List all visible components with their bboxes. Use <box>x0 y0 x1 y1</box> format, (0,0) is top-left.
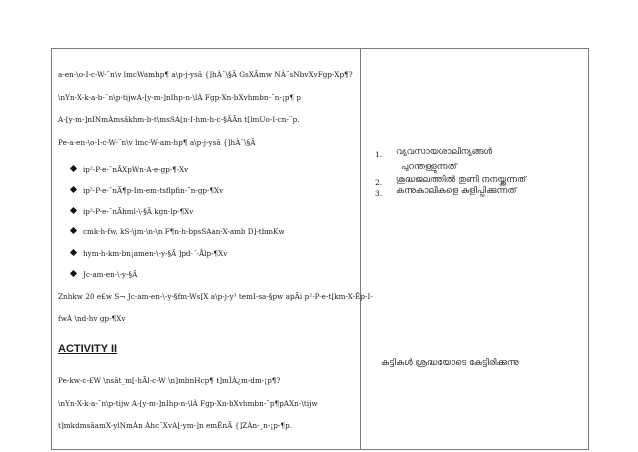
bullet-item <box>71 186 223 195</box>
text-line: \nYn-X-k-a-b-¯n\p-tijwA-[y-m-]nIhp-n-\lÀ Fgp-Xn-bXvhmbn-¨n-¡p¶ p <box>58 93 302 102</box>
text-line: fwÀ \nd-hv gp-¶Xv <box>58 314 126 323</box>
text-line: Znhkw 20 e£w S¬ Jc-am-en-\-y-§fm-Ws[X a\p-j-y³ temI-sa-§pw apÃi p²-P-e-t[km-X-Êp-I- <box>58 292 373 301</box>
bullet-item <box>71 270 137 279</box>
left-column-cell <box>52 49 373 450</box>
text-line: A-[y-m-]nINmÀmsâkhm-b-t\msSA[n-I-hm-h-c-§ÄÃn t[lmUo-I-cn-¨p. <box>58 115 300 124</box>
text-line: Pe-a-en-\o-I-c-W-¨n\v lmc-W-am-hp¶ a\p-j-ysâ {]hÀ¯\§Ä <box>58 138 256 147</box>
diamond-bullet-icon <box>70 207 77 214</box>
bullet-text: cmk-h-fw, kS-\jm-\n-\n F¶n-h-bpsSAan-X-amb D]-tbmKw <box>83 227 285 236</box>
diamond-bullet-icon <box>70 249 77 256</box>
item-number: 1. <box>375 150 383 159</box>
bullet-item <box>71 227 285 236</box>
bullet-text: Jc-am-en-\-y-§Ä <box>83 270 138 279</box>
worksheet-table <box>51 48 589 450</box>
diamond-bullet-icon <box>70 270 77 277</box>
bullet-text: ip²-P-e-¯nÃ¶p-Im-em-tsflpfin-¨n-gp-¶Xv <box>83 186 224 195</box>
malayalam-item: വ്യവസായശാലിന്യങ്ങൾ <box>396 147 493 157</box>
malayalam-item: കന്നുകാലികളെ കുളിപ്പിക്കുന്നത് <box>396 186 517 196</box>
bullet-item <box>71 165 188 174</box>
bullet-text: ip²-P-e-¯nÃXpWn-A-e-gp-¶-Xv <box>83 165 189 174</box>
bullet-text: hym-h-km-bn¡amen-\-y-§Ä ]pd-´-Ålp-¶Xv <box>83 249 228 258</box>
diamond-bullet-icon <box>70 227 77 234</box>
malayalam-item: ശുദ്ധജലത്തിൽ തുണി നനയ്ക്കുന്നത് <box>396 175 527 185</box>
activity-line: t]mkdmsâamX-ylNmÀn Àhc¨XvA[-ym-]n emÊnÃ {]ZÀn-¸n-¡p-¶p. <box>58 421 293 430</box>
activity-line: Pe-kw-c-£W \nsât_m[-hÃl-c-W \n]mbnHcp¶ t]mÌÀ¿m-dm-¡p¶? <box>58 376 281 385</box>
item-number: 2. <box>375 178 383 187</box>
activity-heading: ACTIVITY II <box>58 343 118 355</box>
diamond-bullet-icon <box>70 165 77 172</box>
bullet-item <box>71 249 227 258</box>
right-column-cell <box>361 49 589 450</box>
item-number: 3. <box>375 189 383 198</box>
bullet-item <box>71 207 193 216</box>
activity-response: കുട്ടികൾ ശ്രദ്ധയോടെ കേട്ടിരിക്കുന്നു <box>381 358 519 368</box>
text-line: a-en-\o-I-c-W-¨n\v lmcWamhp¶ a\p-j-ysâ {]hÀ¯\§Ä GsXÃmw NÀ¨sNbvXvFgp-Xp¶? <box>58 70 353 79</box>
diamond-bullet-icon <box>70 186 77 193</box>
activity-line: \nYn-X-k-a-¯n\p-tijw A-[y-m-]nIhp-n-\lÀ Fgp-Xn-bXvhmbn-¨p¶pAXn-\tijw <box>58 399 318 408</box>
malayalam-item: പുറന്തള്ളുന്നത് <box>401 162 457 172</box>
bullet-text: ip²-P-e-¯nÃhml-\-§Ä kgn-lp-¶Xv <box>83 207 194 216</box>
